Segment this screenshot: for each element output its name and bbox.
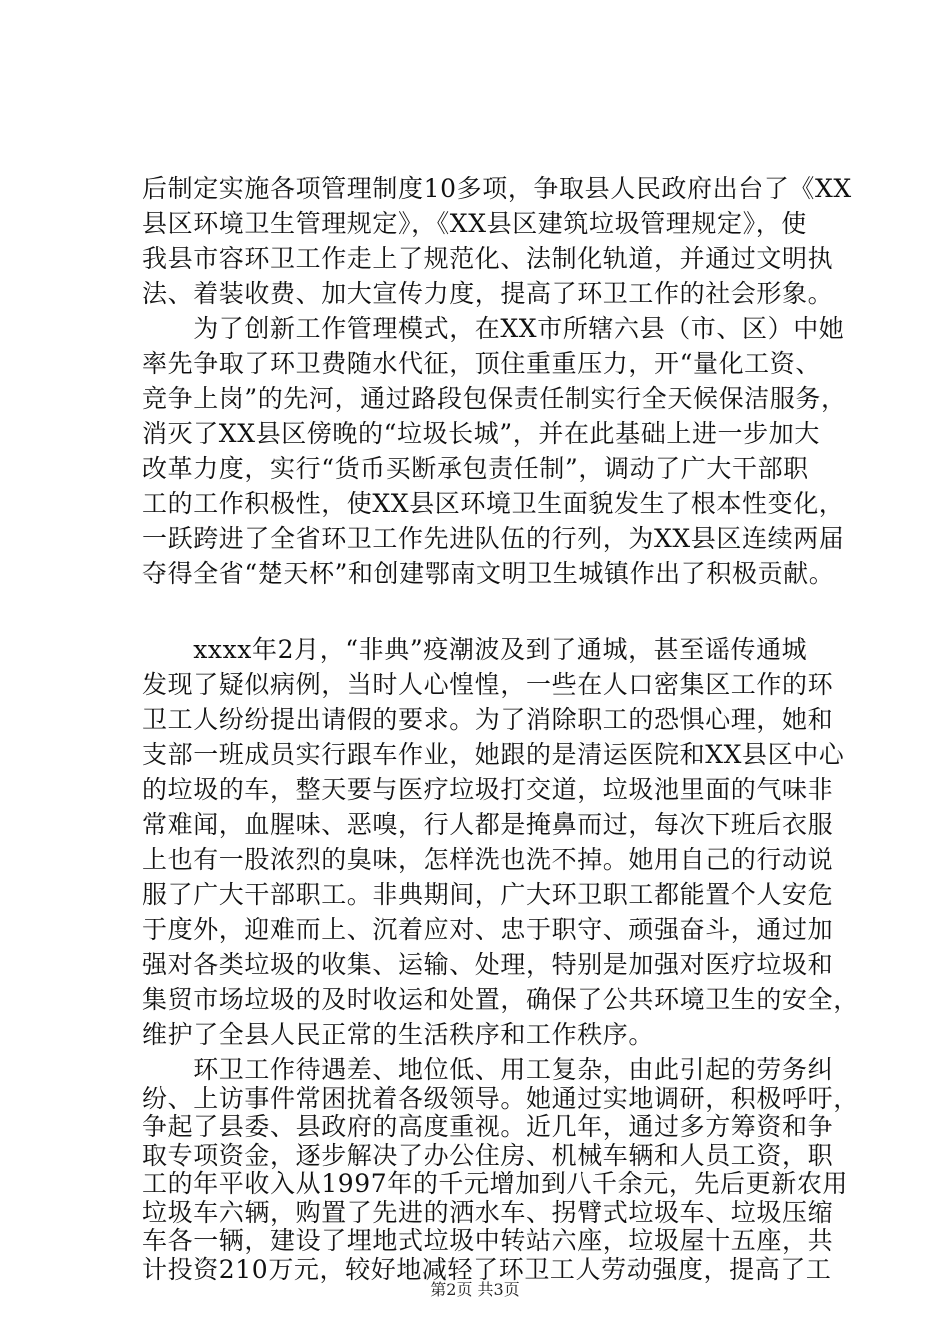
- text-line: 维护了全县人民正常的生活秩序和工作秩序。: [142, 1020, 655, 1049]
- text-line: 常难闻，血腥味、恶嗅，行人都是掩鼻而过，每次下班后衣服: [142, 810, 834, 839]
- text-line: 法、着装收费、加大宣传力度，提高了环卫工作的社会形象。: [142, 279, 834, 308]
- text-line: 的垃圾的车，整天要与医疗垃圾打交道，垃圾池里面的气味非: [142, 775, 834, 804]
- text-line: 我县市容环卫工作走上了规范化、法制化轨道，并通过文明执: [142, 244, 834, 273]
- text-line: xxxx年2月，“非典”疫潮波及到了通城，甚至谣传通城: [142, 635, 808, 664]
- text-line: 于度外，迎难而上、沉着应对、忠于职守、顽强奋斗，通过加: [142, 915, 834, 944]
- text-line: 服了广大干部职工。非典期间，广大环卫职工都能置个人安危: [142, 880, 834, 909]
- text-line: 计投资210万元，较好地减轻了环卫工人劳动强度，提高了工: [142, 1254, 832, 1284]
- text-line: 改革力度，实行“货币买断承包责任制”，调动了广大干部职: [142, 454, 809, 483]
- text-line: 率先争取了环卫费随水代征，顶住重重压力，开“量化工资、: [142, 349, 821, 378]
- text-line: 集贸市场垃圾的及时收运和处置，确保了公共环境卫生的安全，: [142, 985, 859, 1014]
- text-line: 纷、上访事件常困扰着各级领导。她通过实地调研，积极呼吁，: [142, 1083, 859, 1113]
- text-line: 工的工作积极性，使XX县区环境卫生面貌发生了根本性变化，: [142, 489, 845, 518]
- text-line: 争起了县委、县政府的高度重视。近几年，通过多方筹资和争: [142, 1112, 834, 1141]
- text-line: 车各一辆，建设了埋地式垃圾中转站六座，垃圾屋十五座，共: [142, 1226, 834, 1255]
- text-line: 支部一班成员实行跟车作业，她跟的是清运医院和XX县区中心: [142, 740, 845, 769]
- text-line: 后制定实施各项管理制度10多项，争取县人民政府出台了《XX: [142, 174, 852, 203]
- text-line: 消灭了XX县区傍晚的“垃圾长城”，并在此基础上进一步加大: [142, 419, 820, 448]
- text-line: 夺得全省“楚天杯”和创建鄂南文明卫生城镇作出了积极贡献。: [142, 559, 835, 588]
- text-line: 工的年平收入从1997年的千元增加到八千余元，先后更新农用: [142, 1169, 849, 1198]
- text-line: 县区环境卫生管理规定》，《XX县区建筑垃圾管理规定》，使: [142, 209, 807, 238]
- text-line: 为了创新工作管理模式，在XX市所辖六县（市、区）中她: [142, 314, 845, 343]
- text-line: 一跃跨进了全省环卫工作先进队伍的行列，为XX县区连续两届: [142, 524, 845, 553]
- text-line: 强对各类垃圾的收集、运输、处理，特别是加强对医疗垃圾和: [142, 950, 834, 979]
- text-line: 发现了疑似病例，当时人心惶惶，一些在人口密集区工作的环: [142, 670, 834, 699]
- text-line: 卫工人纷纷提出请假的要求。为了消除职工的恐惧心理，她和: [142, 705, 834, 734]
- text-line: 环卫工作待遇差、地位低、用工复杂，由此引起的劳务纠: [142, 1055, 834, 1084]
- text-line: 垃圾车六辆，购置了先进的洒水车、拐臂式垃圾车、垃圾压缩: [142, 1197, 834, 1227]
- text-line: 取专项资金，逐步解决了办公住房、机械车辆和人员工资，职: [142, 1140, 834, 1170]
- text-line: 上也有一股浓烈的臭味，怎样洗也洗不掉。她用自己的行动说: [142, 845, 834, 874]
- page-footer: 第2页 共3页: [430, 1280, 520, 1299]
- text-line: 竞争上岗”的先河，通过路段包保责任制实行全天候保洁服务，: [142, 384, 847, 413]
